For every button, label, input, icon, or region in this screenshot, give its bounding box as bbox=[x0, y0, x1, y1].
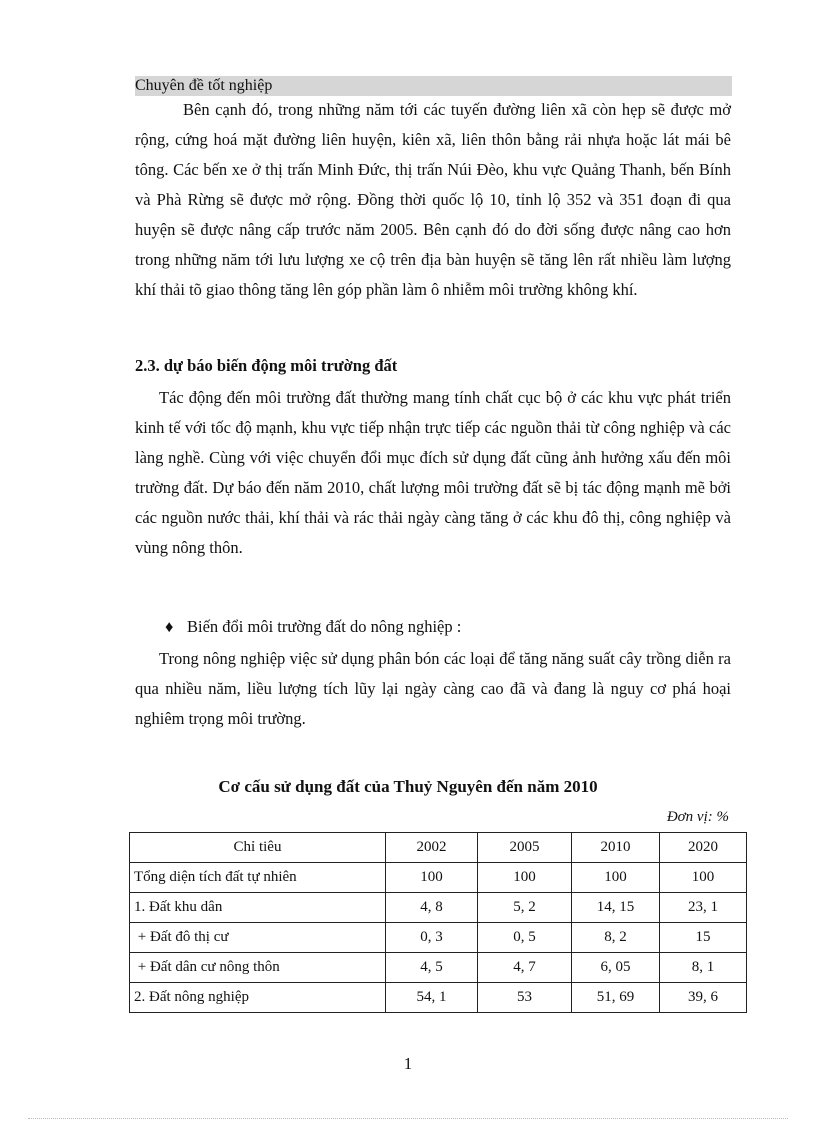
table-cell: 100 bbox=[572, 863, 660, 893]
row-label: 1. Đất khu dân bbox=[130, 893, 386, 923]
table-cell: 15 bbox=[660, 923, 747, 953]
row-label: 2. Đất nông nghiệp bbox=[130, 983, 386, 1013]
document-header: Chuyên đề tốt nghiệp bbox=[135, 76, 732, 96]
table-cell: 6, 05 bbox=[572, 953, 660, 983]
table-cell: 8, 1 bbox=[660, 953, 747, 983]
table-unit: Đơn vị: % bbox=[666, 809, 729, 825]
table-row bbox=[130, 953, 747, 983]
table-cell: 14, 15 bbox=[572, 893, 660, 923]
header-cell: 2005 bbox=[478, 833, 572, 863]
table-cell: 100 bbox=[478, 863, 572, 893]
table-title: Cơ cấu sử dụng đất của Thuỷ Nguyên đến năm 2010 bbox=[218, 777, 598, 796]
footer-divider bbox=[28, 1118, 788, 1119]
table-cell: 4, 5 bbox=[386, 953, 478, 983]
table-cell: 5, 2 bbox=[478, 893, 572, 923]
table-cell: 0, 3 bbox=[386, 923, 478, 953]
table-row bbox=[130, 863, 747, 893]
table-row bbox=[130, 893, 747, 923]
page-number: 1 bbox=[403, 1054, 413, 1073]
land-use-table bbox=[129, 832, 747, 1013]
header-cell: Chỉ tiêu bbox=[130, 833, 386, 863]
table-cell: 51, 69 bbox=[572, 983, 660, 1013]
bullet-item bbox=[165, 617, 461, 637]
bullet-text: Biến đổi môi trường đất do nông nghiệp : bbox=[187, 617, 462, 636]
table-cell: 23, 1 bbox=[660, 893, 747, 923]
table-cell: 0, 5 bbox=[478, 923, 572, 953]
header-cell: 2002 bbox=[386, 833, 478, 863]
row-label: Tổng diện tích đất tự nhiên bbox=[130, 863, 386, 893]
table-row bbox=[130, 983, 747, 1013]
table-cell: 8, 2 bbox=[572, 923, 660, 953]
paragraph-agriculture: Trong nông nghiệp việc sử dụng phân bón các loại để tăng năng suất cây trồng diễn ra qua nhiều năm, liều lượng tích lũy lại ngày càng cao đã và đang là nguy cơ phá hoại nghiêm trọng môi trường. bbox=[135, 649, 731, 728]
table-cell: 100 bbox=[660, 863, 747, 893]
table-cell: 54, 1 bbox=[386, 983, 478, 1013]
header-cell: 2020 bbox=[660, 833, 747, 863]
table-cell: 53 bbox=[478, 983, 572, 1013]
paragraph-land-impact: Tác động đến môi trường đất thường mang tính chất cục bộ ở các khu vực phát triển kinh tế với tốc độ mạnh, khu vực tiếp nhận trực tiếp các nguồn thải từ công nghiệp và các làng nghề. Cùng với việc chuyển đổi mục đích sử dụng đất cũng ảnh hưởng xấu đến môi trường đất. Dự báo đến năm 2010, chất lượng môi trường đất sẽ bị tác động mạnh mẽ bởi các nguồn nước thải, khí thải và rác thải ngày càng tăng ở các khu đô thị, công nghiệp và vùng nông thôn. bbox=[135, 388, 731, 557]
table-cell: 39, 6 bbox=[660, 983, 747, 1013]
header-cell: 2010 bbox=[572, 833, 660, 863]
table-cell: 4, 7 bbox=[478, 953, 572, 983]
row-label: + Đất đô thị cư bbox=[130, 923, 386, 953]
paragraph-transport: Bên cạnh đó, trong những năm tới các tuyến đường liên xã còn hẹp sẽ được mở rộng, cứng hoá mặt đường liên huyện, kiên xã, liên thôn bằng rải nhựa hoặc lát mái bê tông. Các bến xe ở thị trấn Minh Đức, thị trấn Núi Đèo, khu vực Quảng Thanh, bến Bính và Phà Rừng sẽ được mở rộng. Đồng thời quốc lộ 10, tỉnh lộ 352 và 351 đoạn đi qua huyện sẽ được nâng cấp trước năm 2005. Bên cạnh đó do đời sống được nâng cao hơn trong những năm tới lưu lượng xe cộ trên địa bàn huyện sẽ tăng lên rất nhiều làm lượng khí thải tõ giao thông tăng lên góp phần làm ô nhiễm môi trường không khí. bbox=[135, 100, 731, 299]
diamond-bullet-icon: ♦ bbox=[165, 617, 174, 636]
row-label: + Đất dân cư nông thôn bbox=[130, 953, 386, 983]
table-row bbox=[130, 923, 747, 953]
table-cell: 4, 8 bbox=[386, 893, 478, 923]
table-header-row bbox=[130, 833, 747, 863]
table-cell: 100 bbox=[386, 863, 478, 893]
section-heading: 2.3. dự báo biến động môi trường đất bbox=[135, 356, 398, 375]
